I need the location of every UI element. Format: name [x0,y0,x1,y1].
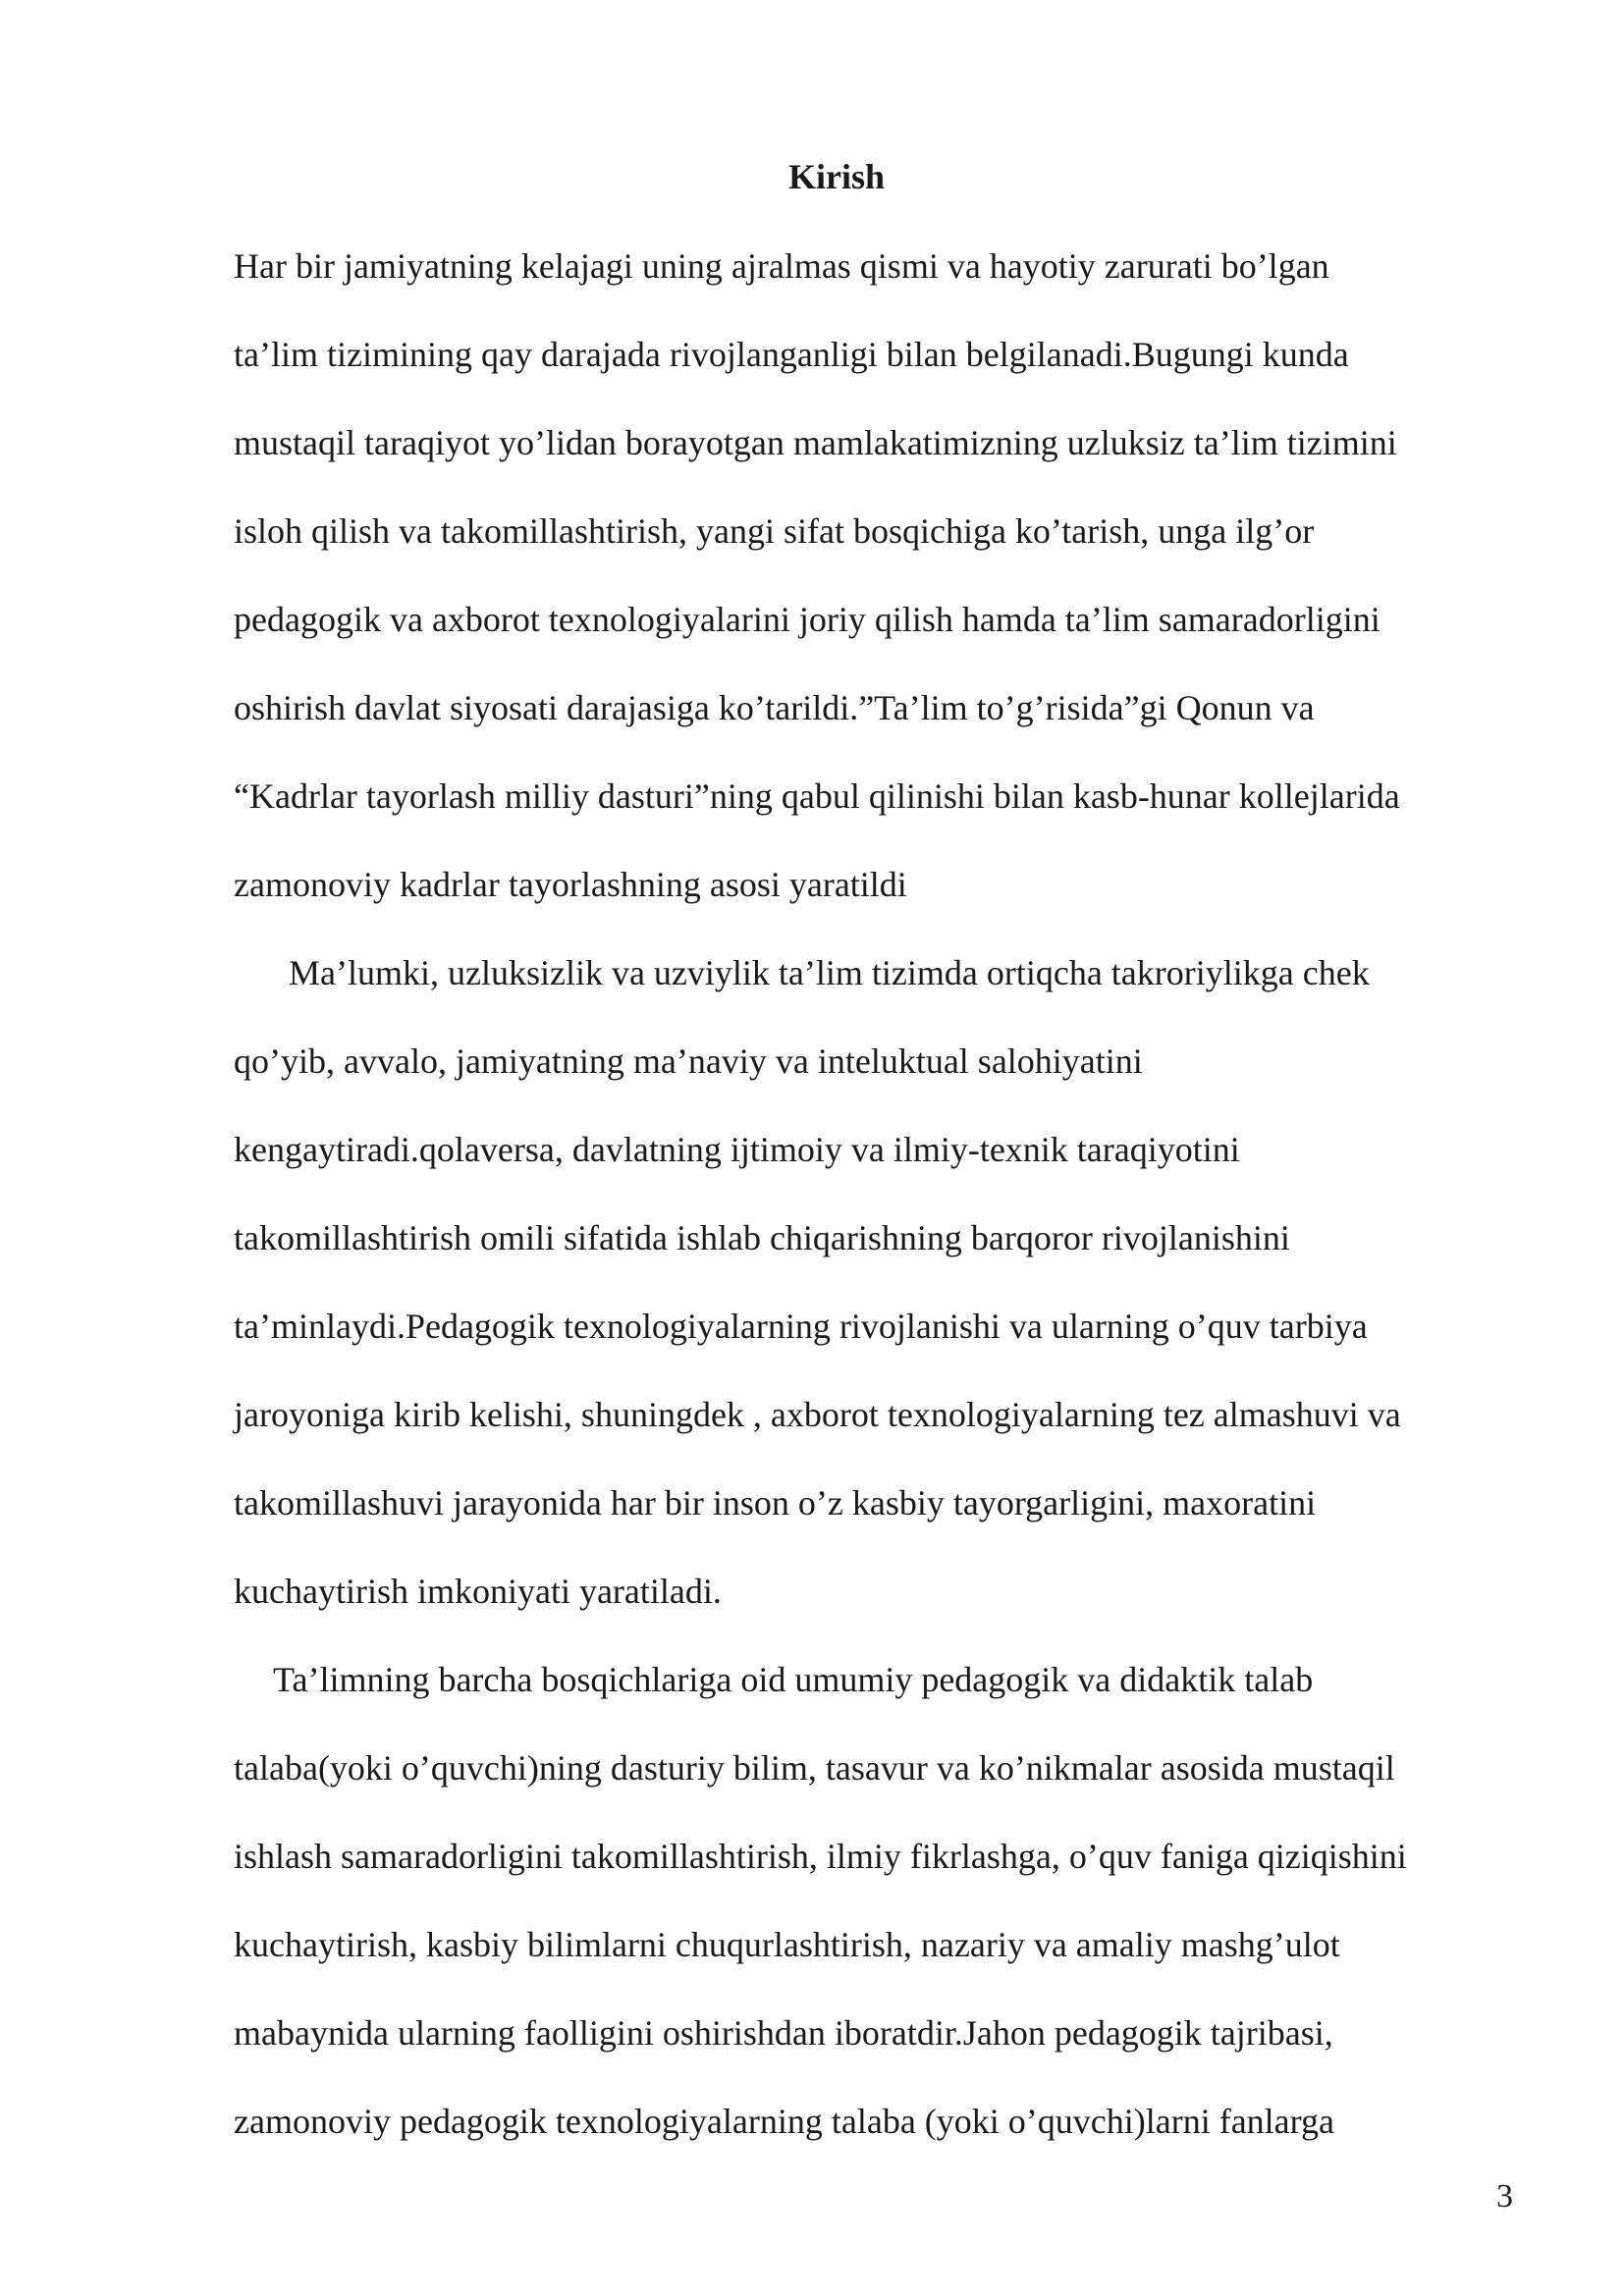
text-line: kuchaytirish, kasbiy bilimlarni chuqurlashtirish, nazariy va amaliy mashg’ulot [234,1925,1340,1964]
text-line: ishlash samaradorligini takomillashtirish, ilmiy fikrlashga, o’quv faniga qiziqishini [234,1837,1407,1876]
text-line: ta’minlaydi.Pedagogik texnologiyalarning rivojlanishi va ularning o’quv tarbiya [234,1307,1368,1346]
text-line: pedagogik va axborot texnologiyalarini joriy qilish hamda ta’lim samaradorligini [234,600,1380,639]
text-line: mustaqil taraqiyot yo’lidan borayotgan mamlakatimizning uzluksiz ta’lim tizimini [234,423,1397,462]
text-line: takomillashtirish omili sifatida ishlab chiqarishning barqoror rivojlanishini [234,1218,1290,1257]
page-title: Kirish [787,157,885,196]
text-line: ta’lim tizimining qay darajada rivojlanganligi bilan belgilanadi.Bugungi kunda [234,335,1349,374]
text-line: zamonoviy kadrlar tayorlashning asosi yaratildi [234,865,907,904]
text-line: kuchaytirish imkoniyati yaratiladi. [234,1572,722,1611]
text-line: “Kadrlar tayorlash milliy dasturi”ning qabul qilinishi bilan kasb-hunar kollejlarida [234,776,1400,816]
text-line: jaroyoniga kirib kelishi, shuningdek , axborot texnologiyalarning tez almashuvi va [234,1395,1401,1434]
text-line: takomillashuvi jarayonida har bir inson o’z kasbiy tayorgarligini, maxoratini [234,1483,1317,1522]
page-number: 3 [1496,2178,1513,2215]
text-line: mabaynida ularning faolligini oshirishdan iboratdir.Jahon pedagogik tajribasi, [234,2013,1333,2053]
text-line: zamonoviy pedagogik texnologiyalarning talaba (yoki o’quvchi)larni fanlarga [234,2102,1334,2141]
text-line: Har bir jamiyatning kelajagi uning ajralmas qismi va hayotiy zarurati bo’lgan [234,246,1329,286]
text-line: oshirish davlat siyosati darajasiga ko’tarildi.”Ta’lim to’g’risida”gi Qonun va [234,688,1315,727]
text-line: talaba(yoki o’quvchi)ning dasturiy bilim, tasavur va ko’nikmalar asosida mustaqil [234,1748,1395,1788]
text-line: Ma’lumki, uzluksizlik va uzviylik ta’lim tizimda ortiqcha takroriylikga chek [289,953,1370,992]
text-line: Ta’limning barcha bosqichlariga oid umumiy pedagogik va didaktik talab [273,1660,1314,1699]
text-line: isloh qilish va takomillashtirish, yangi sifat bosqichiga ko’tarish, unga ilg’or [234,511,1315,551]
text-line: qo’yib, avvalo, jamiyatning ma’naviy va inteluktual salohiyatini [234,1041,1143,1081]
text-line: kengaytiradi.qolaversa, davlatning ijtimoiy va ilmiy-texnik taraqiyotini [234,1130,1240,1169]
